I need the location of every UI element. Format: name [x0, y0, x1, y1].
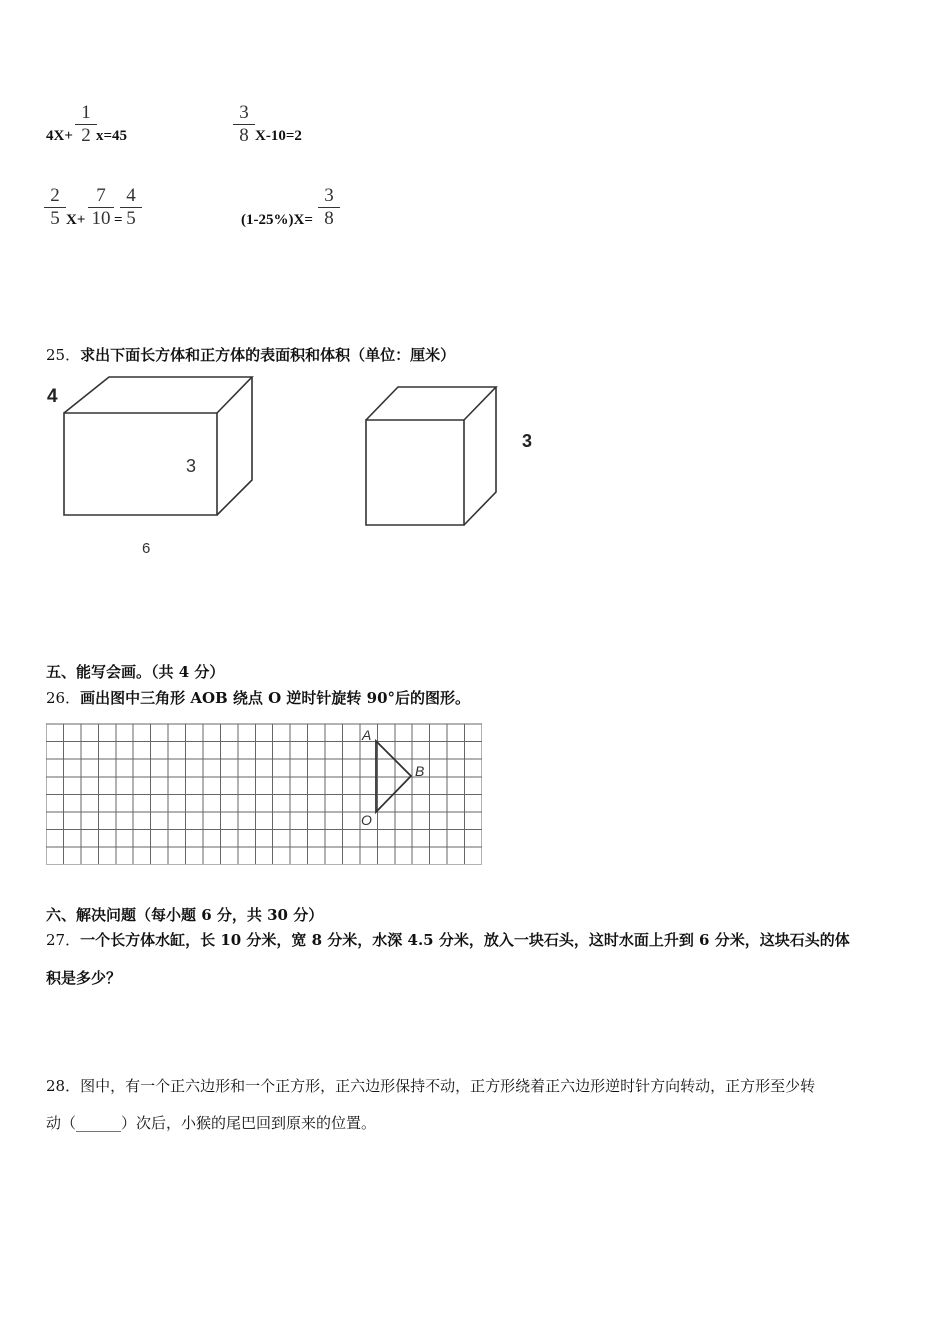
question-26-text: 画出图中三角形 AOB 绕点 O 逆时针旋转 90°后的图形。 — [80, 689, 471, 707]
cuboid-side-edges — [217, 377, 252, 515]
question-25-text: 求出下面长方体和正方体的表面积和体积（单位：厘米） — [80, 346, 456, 364]
question-28-line-2: 动（______）次后，小猴的尾巴回到原来的位置。 — [46, 1114, 377, 1132]
fraction-denominator: 8 — [324, 208, 334, 229]
cube-top-edges — [366, 387, 496, 420]
equation-2-fraction — [233, 103, 255, 146]
rotation-grid — [46, 723, 482, 865]
cube-front-face — [366, 420, 464, 525]
equation-4-fraction — [318, 186, 340, 229]
question-27-text-1: 一个长方体水缸，长 10 分米，宽 8 分米，水深 4.5 分米，放入一块石头，这时水面上升到 6 分米，这块石头的体 — [80, 931, 850, 949]
fraction-denominator: 5 — [126, 208, 136, 229]
equation-1 — [46, 128, 73, 145]
question-25 — [46, 344, 455, 365]
point-o-label: O — [361, 812, 372, 828]
fraction-numerator: 7 — [96, 185, 106, 206]
cuboid-label-length: 6 — [142, 540, 151, 557]
fraction-numerator: 3 — [239, 102, 249, 123]
fraction-denominator: 8 — [239, 125, 249, 146]
question-27-line-2: 积是多少？ — [46, 969, 122, 987]
question-28-number: 28． — [46, 1077, 81, 1095]
point-b-label: B — [415, 763, 425, 779]
cuboid-top-edges — [64, 377, 252, 413]
equation-3-fraction-3 — [120, 186, 142, 229]
cuboid-label-top: 4 — [47, 386, 58, 407]
fraction-numerator: 2 — [50, 185, 60, 206]
fraction-denominator: 10 — [91, 208, 111, 229]
point-a-label: A — [362, 727, 372, 743]
question-26 — [46, 687, 470, 708]
question-28-text-1: 图中，有一个正六边形和一个正方形，正六边形保持不动，正方形绕着正六边形逆时针方向转动，正方形至少转 — [80, 1077, 816, 1095]
equation-3-mid: X+ — [66, 212, 86, 228]
question-28-line-1 — [46, 1075, 815, 1096]
fraction-denominator: 2 — [81, 125, 91, 146]
equation-3-equals: = — [114, 212, 123, 228]
cuboid-label-side: 3 — [186, 456, 197, 476]
question-26-number: 26． — [46, 689, 81, 707]
question-27-number: 27． — [46, 931, 81, 949]
section-6-title: 六、解决问题（每小题 6 分，共 30 分） — [46, 906, 324, 924]
cube-figure — [360, 380, 550, 535]
question-27-line-1 — [46, 929, 850, 950]
equation-2-suffix: X-10=2 — [255, 128, 302, 144]
fraction-denominator: 5 — [50, 208, 60, 229]
equation-1-prefix: 4X+ — [46, 128, 73, 144]
equation-1-suffix: x=45 — [96, 128, 128, 144]
equation-4-prefix: (1-25%)X= — [241, 212, 313, 228]
equation-1-fraction — [75, 103, 97, 146]
fraction-numerator: 4 — [126, 185, 136, 206]
fraction-numerator: 3 — [324, 185, 334, 206]
equation-3-fraction-1 — [44, 186, 66, 229]
cube-side-edges — [464, 387, 496, 525]
equation-3-fraction-2 — [88, 186, 114, 229]
fraction-numerator: 1 — [81, 102, 91, 123]
cuboid-figure — [40, 372, 270, 572]
section-5-title: 五、能写会画。（共 4 分） — [46, 663, 225, 681]
cube-label: 3 — [522, 431, 533, 451]
question-25-number: 25． — [46, 346, 81, 364]
